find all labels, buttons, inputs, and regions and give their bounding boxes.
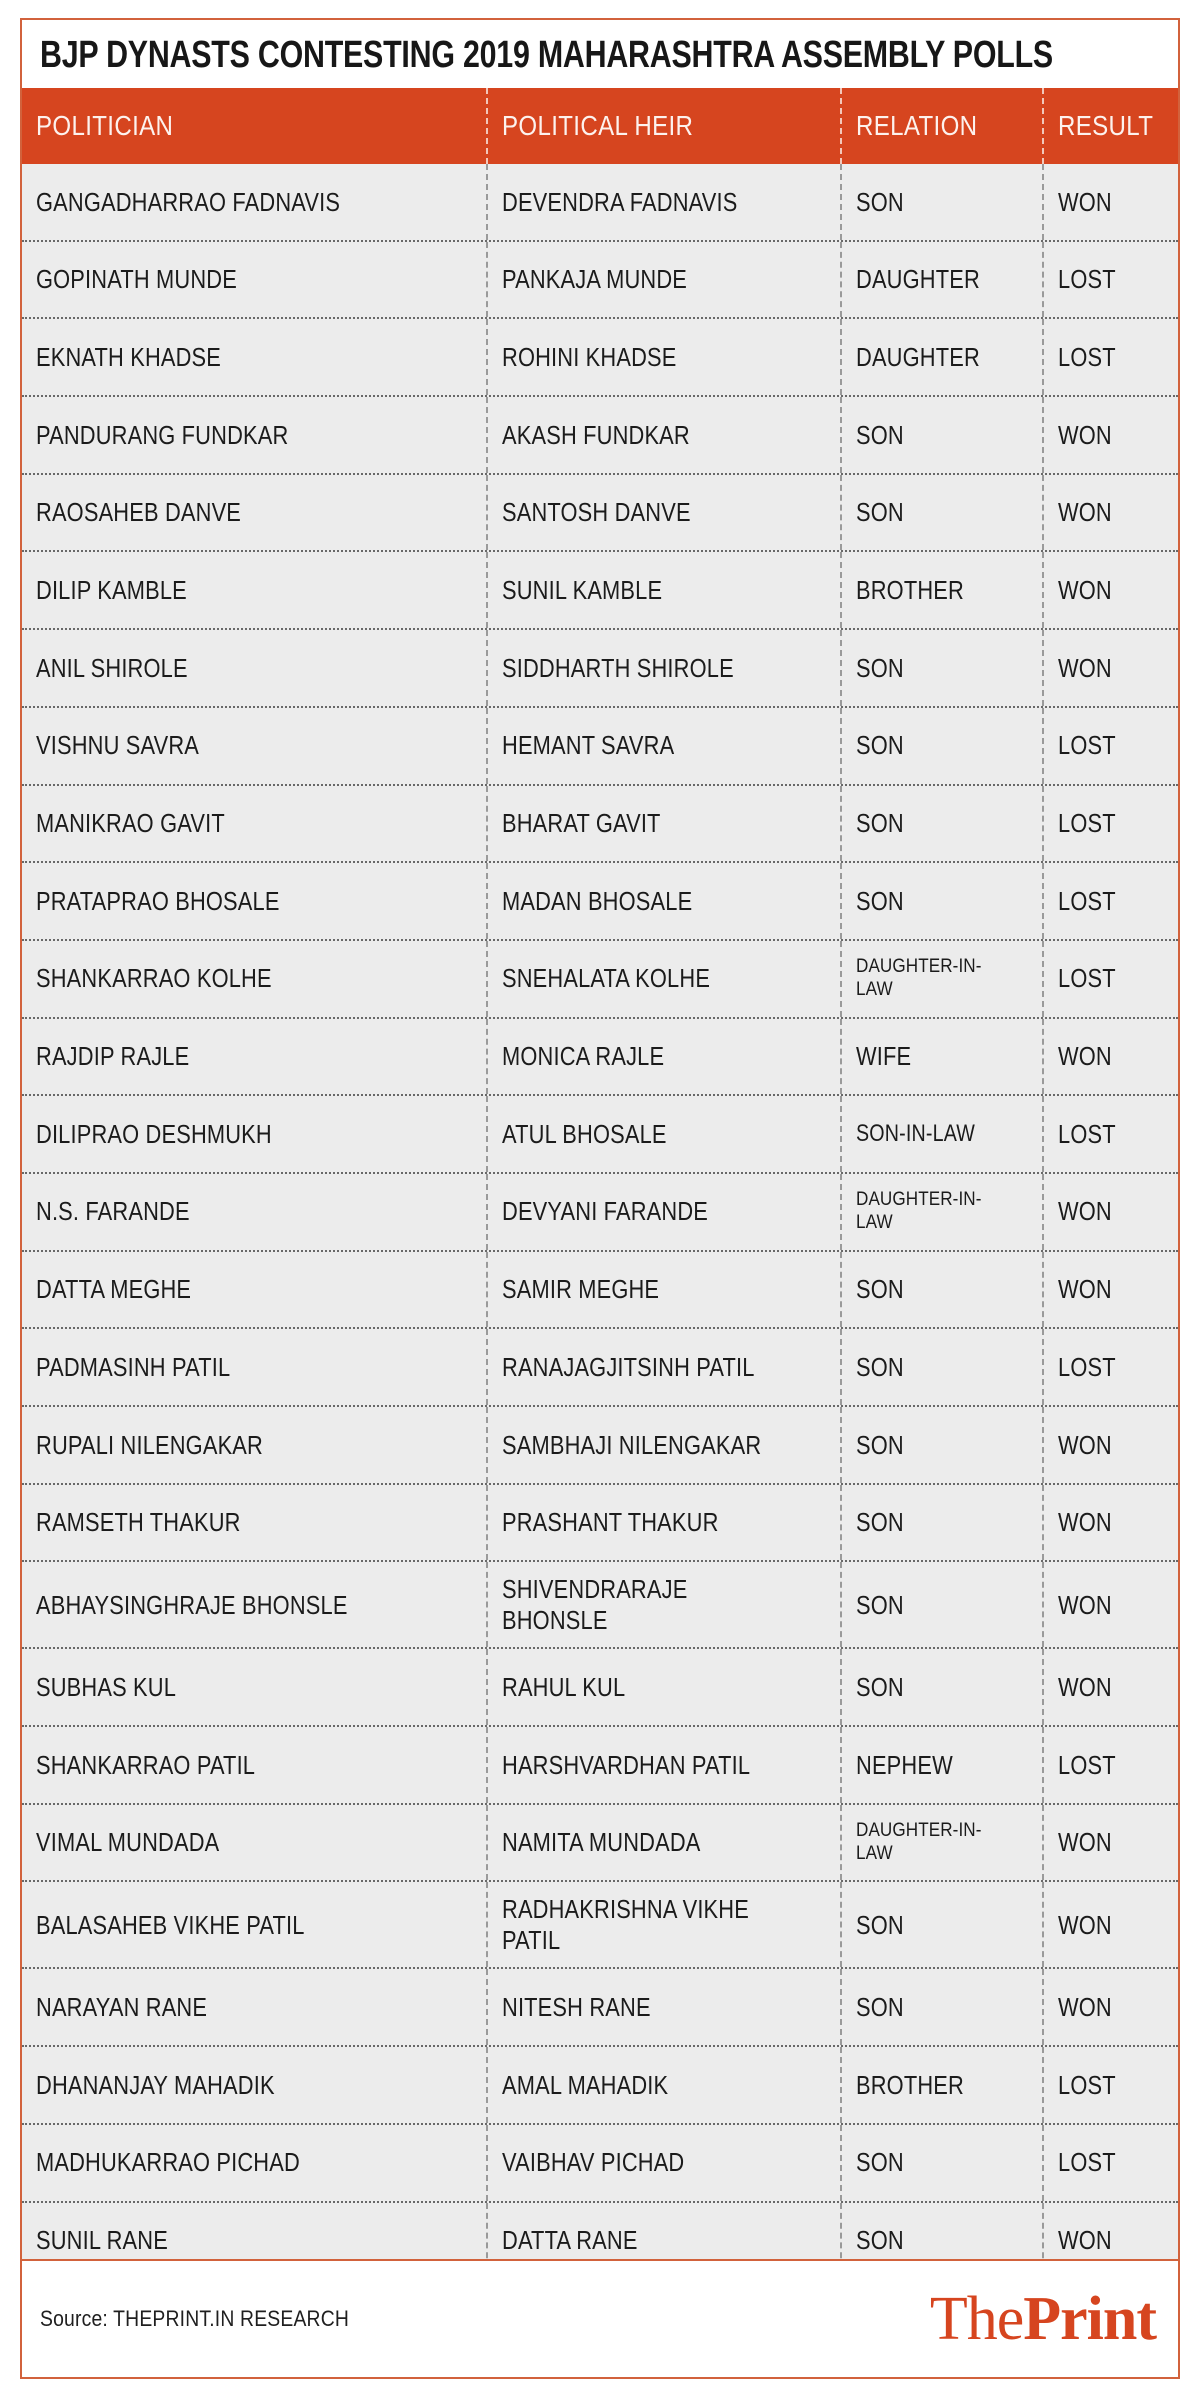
cell-result-text: LOST [1058,2069,1116,2100]
table-row [22,1019,1178,1097]
cell-result-text: WON [1058,186,1112,217]
cell-politician [22,1562,486,1647]
cell-result [1042,863,1178,939]
table-row [22,941,1178,1019]
cell-relation [840,1019,1042,1095]
cell-relation-text: SON-IN-LAW [856,1119,975,1147]
table-row [22,475,1178,553]
cell-result [1042,1562,1178,1647]
cell-politician-text: SUNIL RANE [36,2225,168,2255]
cell-result [1042,1019,1178,1095]
cell-politician-text: MADHUKARRAO PICHAD [36,2147,300,2178]
cell-result-text: LOST [1058,808,1116,838]
cell-politician [22,552,486,628]
cell-heir-text: NAMITA MUNDADA [502,1827,701,1858]
cell-heir-text: AMAL MAHADIK [502,2069,669,2100]
cell-relation-text: SON [856,186,904,217]
cell-result-text: WON [1058,1589,1112,1620]
cell-result [1042,552,1178,628]
cell-politician [22,1485,486,1561]
cell-heir [486,397,840,473]
cell-relation [840,863,1042,939]
cell-heir [486,1805,840,1881]
cell-relation-text: WIFE [856,1041,912,1072]
cell-politician [22,1805,486,1881]
cell-heir [486,1562,840,1647]
cell-relation-text: SON [856,2147,904,2178]
cell-politician [22,475,486,551]
cell-politician-text: EKNATH KHADSE [36,341,222,372]
column-header-result-label: RESULT [1058,110,1154,141]
table-row [22,1727,1178,1805]
table-row [22,164,1178,242]
theprint-logo-print: Print [1023,2285,1156,2353]
cell-relation [840,1649,1042,1725]
cell-heir [486,2125,840,2201]
cell-politician-text: SUBHAS KUL [36,1671,177,1702]
table-row [22,1407,1178,1485]
cell-relation-text: SON [856,808,904,838]
cell-politician [22,1969,486,2045]
cell-result [1042,1252,1178,1328]
cell-relation-text: SON [856,2225,904,2255]
cell-politician-text: ABHAYSINGHRAJE BHONSLE [36,1589,348,1620]
cell-politician [22,1252,486,1328]
cell-heir-text: RANAJAGJITSINH PATIL [502,1351,755,1382]
cell-politician-text: RAJDIP RAJLE [36,1041,190,1072]
cell-heir-text: PANKAJA MUNDE [502,264,688,295]
cell-relation [840,1485,1042,1561]
cell-relation-text: SON [856,730,904,761]
cell-result-text: LOST [1058,963,1116,994]
table-header-row [22,88,1178,164]
cell-politician-text: VIMAL MUNDADA [36,1827,220,1858]
cell-heir [486,475,840,551]
cell-heir-text: MONICA RAJLE [502,1041,665,1072]
cell-politician-text: DILIPRAO DESHMUKH [36,1118,272,1149]
cell-result-text: WON [1058,1196,1112,1227]
table-row [22,1969,1178,2047]
cell-relation [840,164,1042,240]
cell-heir [486,1485,840,1561]
cell-relation [840,2047,1042,2123]
page-title: BJP DYNASTS CONTESTING 2019 MAHARASHTRA ASSEMBLY POLLS [40,34,1053,76]
column-header-heir-label: POLITICAL HEIR [502,110,694,141]
cell-politician [22,319,486,395]
cell-heir [486,708,840,784]
cell-result-text: WON [1058,1041,1112,1072]
theprint-logo [929,2285,1156,2353]
cell-politician-text: ANIL SHIROLE [36,652,188,683]
cell-relation-text: SON [856,1991,904,2022]
cell-result-text: WON [1058,1671,1112,1702]
cell-result [1042,941,1178,1017]
cell-heir [486,1969,840,2045]
cell-heir [486,2047,840,2123]
cell-relation-text: SON [856,652,904,683]
cell-heir [486,164,840,240]
cell-result [1042,1329,1178,1405]
cell-heir-text: SIDDHARTH SHIROLE [502,652,734,683]
cell-result [1042,242,1178,318]
cell-politician [22,1174,486,1250]
cell-heir [486,941,840,1017]
cell-result [1042,1805,1178,1881]
cell-heir [486,319,840,395]
cell-result-text: LOST [1058,730,1116,761]
cell-result-text: LOST [1058,1749,1116,1780]
cell-relation-text: SON [856,419,904,450]
table-row [22,242,1178,320]
cell-result [1042,1407,1178,1483]
cell-politician-text: VISHNU SAVRA [36,730,200,761]
cell-result-text: WON [1058,574,1112,605]
cell-result [1042,319,1178,395]
cell-result-text: WON [1058,2225,1112,2255]
cell-heir [486,1096,840,1172]
table-row [22,1174,1178,1252]
table-row [22,1805,1178,1883]
cell-relation-text: SON [856,1507,904,1538]
cell-heir-text: BHARAT GAVIT [502,808,661,838]
cell-relation [840,2125,1042,2201]
cell-heir [486,1649,840,1725]
cell-relation-text: SON [856,885,904,916]
cell-result [1042,397,1178,473]
cell-heir-text: ATUL BHOSALE [502,1118,667,1149]
cell-relation [840,475,1042,551]
cell-heir-text: DEVENDRA FADNAVIS [502,186,738,217]
cell-politician-text: MANIKRAO GAVIT [36,808,225,838]
cell-result [1042,1096,1178,1172]
cell-politician-text: SHANKARRAO KOLHE [36,963,272,994]
table-row [22,2047,1178,2125]
cell-politician-text: SHANKARRAO PATIL [36,1749,256,1780]
cell-result [1042,1727,1178,1803]
table-row [22,397,1178,475]
cell-heir-text: SAMIR MEGHE [502,1274,660,1305]
cell-result-text: WON [1058,1507,1112,1538]
cell-heir-text: RADHAKRISHNA VIKHE PATIL [502,1894,749,1955]
cell-result-text: WON [1058,1909,1112,1940]
cell-heir-text: SAMBHAJI NILENGAKAR [502,1429,762,1460]
cell-result [1042,708,1178,784]
cell-heir [486,1407,840,1483]
cell-relation-text: SON [856,1429,904,1460]
cell-politician [22,941,486,1017]
cell-heir-text: SUNIL KAMBLE [502,574,663,605]
cell-politician [22,2125,486,2201]
cell-heir [486,1329,840,1405]
table-row [22,1882,1178,1969]
cell-result-text: WON [1058,1827,1112,1858]
cell-politician-text: N.S. FARANDE [36,1196,190,1227]
cell-result [1042,1485,1178,1561]
cell-heir-text: DEVYANI FARANDE [502,1196,709,1227]
cell-result-text: LOST [1058,1118,1116,1149]
cell-relation [840,397,1042,473]
cell-heir-text: HARSHVARDHAN PATIL [502,1749,751,1780]
table-row [22,1252,1178,1330]
cell-politician [22,708,486,784]
cell-politician-text: NARAYAN RANE [36,1991,208,2022]
cell-relation-text: DAUGHTER-IN-LAW [856,956,982,1000]
cell-heir [486,242,840,318]
cell-politician [22,1019,486,1095]
cell-politician-text: PADMASINH PATIL [36,1351,231,1382]
cell-politician-text: DATTA MEGHE [36,1274,192,1305]
source-note: Source: THEPRINT.IN RESEARCH [40,2306,350,2331]
cell-heir-text: SHIVENDRARAJE BHONSLE [502,1574,688,1635]
cell-politician [22,397,486,473]
infographic-card [20,18,1180,2379]
cell-politician [22,1407,486,1483]
cell-result [1042,786,1178,862]
table-row [22,1485,1178,1563]
cell-heir [486,1727,840,1803]
cell-heir [486,1174,840,1250]
column-header-result [1042,88,1178,164]
column-header-politician-label: POLITICIAN [36,110,174,141]
cell-politician [22,1096,486,1172]
cell-politician [22,1882,486,1967]
cell-relation [840,786,1042,862]
cell-relation [840,319,1042,395]
cell-politician-text: BALASAHEB VIKHE PATIL [36,1909,305,1940]
footer [22,2259,1178,2377]
cell-politician-text: DHANANJAY MAHADIK [36,2069,275,2100]
table-row [22,319,1178,397]
cell-heir-text: ROHINI KHADSE [502,341,677,372]
table-row [22,630,1178,708]
cell-result [1042,2125,1178,2201]
cell-politician-text: GANGADHARRAO FADNAVIS [36,186,341,217]
cell-result-text: WON [1058,1274,1112,1305]
cell-result [1042,164,1178,240]
cell-heir [486,863,840,939]
cell-heir [486,1252,840,1328]
cell-relation [840,552,1042,628]
cell-politician [22,630,486,706]
cell-heir-text: VAIBHAV PICHAD [502,2147,685,2178]
cell-heir-text: MADAN BHOSALE [502,885,693,916]
cell-result-text: WON [1058,1429,1112,1460]
cell-relation [840,1969,1042,2045]
cell-heir-text: AKASH FUNDKAR [502,419,690,450]
cell-relation [840,941,1042,1017]
cell-relation-text: DAUGHTER-IN-LAW [856,1189,982,1233]
cell-relation [840,1882,1042,1967]
cell-relation [840,1805,1042,1881]
cell-relation [840,1562,1042,1647]
cell-result [1042,1174,1178,1250]
cell-heir-text: NITESH RANE [502,1991,651,2022]
cell-relation-text: BROTHER [856,2069,964,2100]
theprint-logo-the: The [929,2285,1024,2353]
column-header-relation [840,88,1042,164]
cell-relation-text: SON [856,1274,904,1305]
cell-relation [840,1407,1042,1483]
column-header-politician [22,88,486,164]
cell-politician [22,786,486,862]
cell-heir-text: PRASHANT THAKUR [502,1507,719,1538]
cell-relation [840,630,1042,706]
cell-heir-text: DATTA RANE [502,2225,638,2255]
table-row [22,786,1178,864]
column-header-relation-label: RELATION [856,110,978,141]
cell-result [1042,475,1178,551]
cell-politician [22,164,486,240]
cell-relation-text: SON [856,1351,904,1382]
cell-heir-text: HEMANT SAVRA [502,730,675,761]
cell-heir [486,552,840,628]
cell-result-text: WON [1058,1991,1112,2022]
column-header-heir [486,88,840,164]
title-bar [22,20,1178,88]
cell-politician-text: RAMSETH THAKUR [36,1507,241,1538]
cell-politician [22,1649,486,1725]
table-row [22,708,1178,786]
cell-relation [840,1096,1042,1172]
table-row [22,1562,1178,1649]
cell-relation-text: SON [856,1589,904,1620]
cell-result [1042,630,1178,706]
cell-relation [840,1174,1042,1250]
cell-result-text: LOST [1058,264,1116,295]
cell-politician [22,1329,486,1405]
cell-relation [840,708,1042,784]
cell-relation-text: SON [856,497,904,528]
cell-heir-text: SNEHALATA KOLHE [502,963,711,994]
cell-politician-text: GOPINATH MUNDE [36,264,237,295]
cell-relation [840,242,1042,318]
cell-result-text: WON [1058,419,1112,450]
cell-relation-text: BROTHER [856,574,964,605]
table-row [22,2125,1178,2203]
cell-result-text: LOST [1058,885,1116,916]
cell-politician [22,2047,486,2123]
cell-result [1042,1649,1178,1725]
cell-relation-text: DAUGHTER-IN-LAW [856,1820,982,1864]
cell-heir-text: SANTOSH DANVE [502,497,691,528]
cell-heir [486,1019,840,1095]
cell-relation-text: NEPHEW [856,1749,953,1780]
cell-heir [486,1882,840,1967]
cell-result-text: WON [1058,652,1112,683]
cell-result [1042,2047,1178,2123]
table-row [22,1649,1178,1727]
cell-relation [840,1727,1042,1803]
cell-relation-text: SON [856,1909,904,1940]
cell-relation [840,1252,1042,1328]
cell-relation [840,1329,1042,1405]
cell-result [1042,1969,1178,2045]
cell-politician [22,1727,486,1803]
table-row [22,552,1178,630]
cell-heir-text: RAHUL KUL [502,1671,626,1702]
cell-heir [486,630,840,706]
cell-relation-text: DAUGHTER [856,341,980,372]
cell-politician-text: PRATAPRAO BHOSALE [36,885,280,916]
cell-politician-text: DILIP KAMBLE [36,574,187,605]
cell-relation-text: SON [856,1671,904,1702]
cell-result-text: LOST [1058,341,1116,372]
table-row [22,1329,1178,1407]
cell-result [1042,1882,1178,1967]
cell-result-text: LOST [1058,2147,1116,2178]
cell-politician-text: RAOSAHEB DANVE [36,497,242,528]
cell-relation-text: DAUGHTER [856,264,980,295]
cell-politician-text: RUPALI NILENGAKAR [36,1429,263,1460]
cell-politician-text: PANDURANG FUNDKAR [36,419,289,450]
cell-heir [486,786,840,862]
table-row [22,863,1178,941]
cell-result-text: LOST [1058,1351,1116,1382]
cell-politician [22,242,486,318]
dynasts-table [22,88,1178,2259]
cell-result-text: WON [1058,497,1112,528]
cell-politician [22,863,486,939]
table-row [22,1096,1178,1174]
